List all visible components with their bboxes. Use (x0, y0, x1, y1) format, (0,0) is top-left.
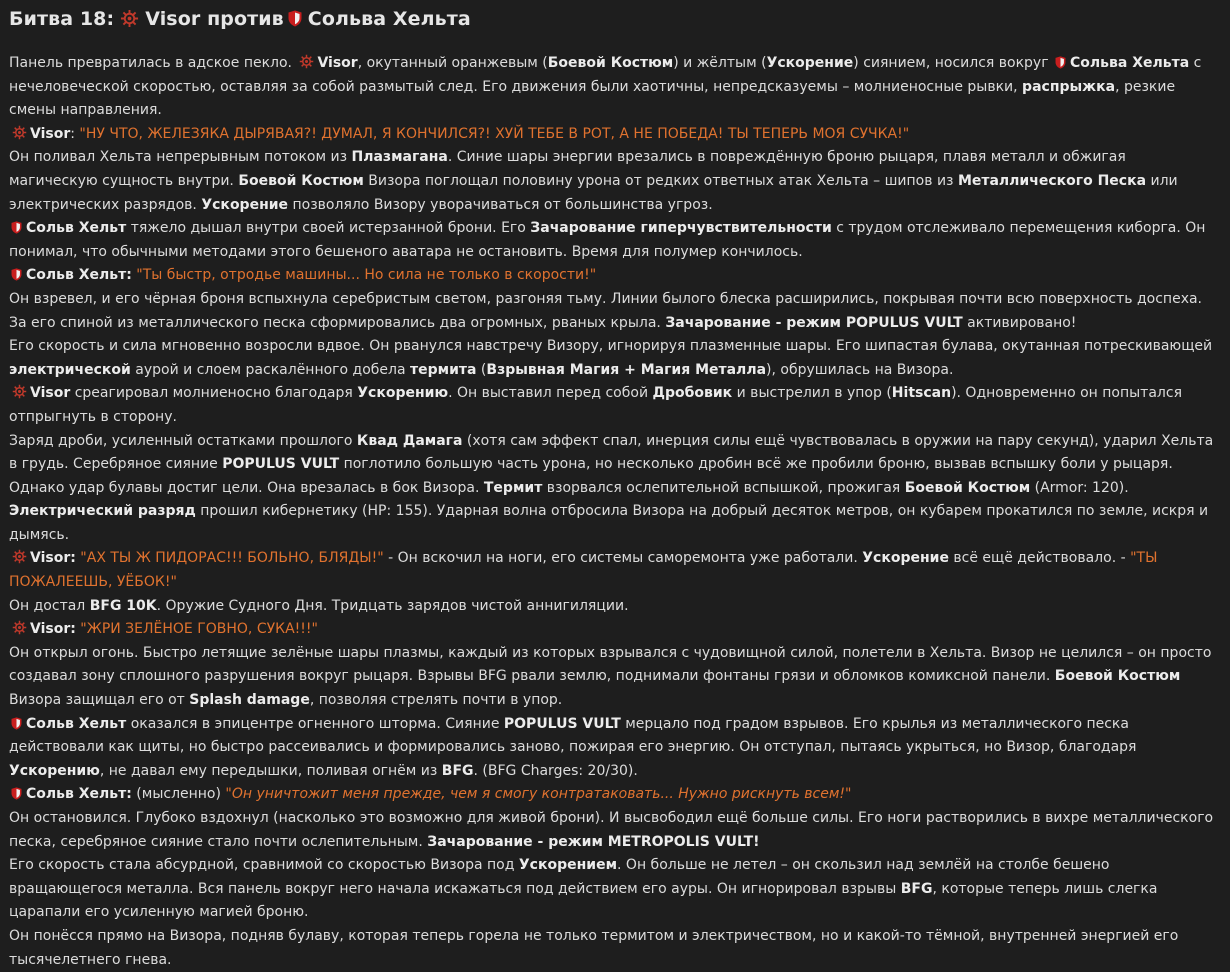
text-run: оказался в эпицентре огненного шторма. Сияние (126, 715, 504, 732)
text-run: всё ещё действовало. - (948, 550, 1131, 567)
bold-term: Металлического Песка (957, 172, 1147, 189)
bold-term: POPULUS VULT (222, 456, 340, 473)
text-run: , не давал ему передышки, поливая огнём из (99, 762, 442, 779)
bold-term: Сольв Хельт: (26, 786, 132, 803)
bold-term: Hitscan (891, 385, 952, 402)
bold-term: Дробовик (652, 385, 733, 402)
text-run: Он достал (9, 597, 90, 614)
story-paragraph (9, 547, 1218, 594)
bold-term: Зачарование - режим METROPOLIS VULT! (427, 833, 760, 850)
text-run: , резкие смены направления. (9, 78, 1176, 119)
story-paragraph (9, 382, 1218, 429)
text-run: . Оружие Судного Дня. Тридцать зарядов чистой аннигиляции. (156, 597, 629, 614)
title-fighter-1: Visor (145, 8, 201, 30)
title-fighter-2: Сольва Хельта (307, 8, 471, 30)
text-run: с нечеловеческой скоростью, оставляя за собой размытый след. Его движения были хаотичны, непредсказуемы – молниеносные рывки, (9, 55, 1202, 95)
text-run: Однако удар булавы достиг цели. Она врезалась в бок Визора. (9, 479, 484, 496)
text-run: Визора защищал его от (9, 692, 190, 709)
quote-text: "АХ ТЫ Ж ПИДОРАС!!! БОЛЬНО, БЛЯДЫ!" (80, 550, 384, 567)
bold-term: Ускорение (766, 55, 854, 71)
bold-term: Боевой Костюм (1054, 668, 1181, 685)
text-run: взорвался ослепительной вспышкой, прожигая (542, 479, 905, 496)
bold-term: Visor (30, 125, 71, 142)
text-run: Он остановился. Глубоко вздохнул (насколько это возможно для живой брони). И высвободил ещё больше силы. Его ноги растворились в вихре металлического песка, серебряное сияние стало почти ослепительным. (9, 810, 1214, 850)
text-run: тяжело дышал внутри своей истерзанной брони. Его (126, 220, 531, 237)
text-run: (хотя сам эффект спал, инерция силы ещё чувствовалась в оружии на пару секунд), ударил Хельта в грудь. Серебряное сияние (9, 432, 1214, 473)
text-run: , окутанный оранжевым ( (357, 55, 548, 71)
text-run: . Синие шары энергии врезались в повреждённую броню рыцаря, плавя металл и обжигая магическую сущность внутри. (9, 149, 1126, 189)
solva-shield-icon (288, 10, 302, 27)
title-prefix: Битва 18: (9, 8, 115, 30)
text-run: Его скорость и сила мгновенно возросли вдвое. Он рванулся навстречу Визору, игнорируя плазменные шары. Его шипастая булава, окутанная потрескивающей (9, 338, 1213, 355)
bold-term: Ускорению (9, 762, 100, 779)
story-paragraph (9, 595, 1218, 619)
bold-term: Боевой Костюм (238, 172, 364, 189)
text-run: ), обрушилась на Визора. (766, 361, 954, 378)
text-run: с трудом отслеживало перемещения киборга. Он понимал, что обычными методами этого бешеного аватара не остановить. Время для полумер кончилось. (9, 220, 1206, 260)
bold-term: Взрывная Магия + Магия Металла (486, 361, 767, 378)
story-paragraph (9, 264, 1218, 288)
text-run: и выстрелил в упор ( (732, 385, 892, 402)
bold-term: Сольв Хельт (26, 220, 127, 237)
bold-term: POPULUS VULT (503, 715, 621, 732)
bold-term: Ускорение (201, 196, 289, 213)
story-paragraph (9, 618, 1218, 642)
visor-emblem-icon (12, 549, 27, 564)
text-run: (мысленно) (131, 786, 226, 803)
bold-term: Термит (483, 479, 543, 496)
story-paragraph (9, 925, 1218, 972)
bold-term: Квад Дамага (356, 432, 463, 449)
text-run: аурой и слоем раскалённого добела (130, 361, 411, 378)
text-run: , которые теперь лишь слегка царапали его усиленную магией броню. (9, 880, 1158, 921)
story-paragraph (9, 783, 1218, 807)
bold-term: Splash damage (189, 692, 310, 709)
story-paragraph (9, 430, 1218, 477)
text-run: ) и жёлтым ( (673, 55, 767, 71)
text-run: . Он выставил перед собой (448, 385, 653, 402)
text-run: (Armor: 120). (1030, 479, 1129, 496)
bold-term: Visor (30, 385, 71, 402)
text-run: Он взревел, и его чёрная броня вспыхнула серебристым светом, разгоняя тьму. Линии былого блеска расширились, покрывая почти всю поверхность доспеха. За его спиной из металлического песка сформировались два огромных, рваных крыла. (9, 290, 1203, 331)
bold-term: Электрический разряд (9, 503, 196, 520)
text-run: , позволяя стрелять почти в упор. (309, 692, 563, 709)
quote-text: "ТЫ ПОЖАЛЕЕШЬ, УЁБОК!" (9, 550, 1158, 591)
text-run: Он открыл огонь. Быстро летящие зелёные шары плазмы, каждый из которых взрывался с чудовищной силой, полетели в Хельта. Визор не целился – он просто создавал зону сплошного разрушения вокруг рыцаря. Взрывы BFG рвали землю, поднимали фонтаны грязи и обломков комиксной панели. (9, 644, 1212, 685)
bold-term: распрыжка (1022, 78, 1116, 95)
text-run: Он поливал Хельта непрерывным потоком из (9, 149, 352, 166)
bold-term: Боевой Костюм (547, 55, 674, 71)
text-run: поглотило большую часть урона, но несколько дробин всё же пробили броню, вызвав вспышку боли у рыцаря. (339, 456, 1173, 473)
text-run: . (BFG Charges: 20/30). (473, 762, 638, 779)
story-paragraph (9, 52, 1218, 123)
bold-term: Зачарование - режим POPULUS VULT (665, 314, 963, 331)
text-run: ) сиянием, носился вокруг (853, 55, 1054, 71)
bold-term: Сольв Хельт: (26, 267, 132, 284)
story-paragraph (9, 288, 1218, 335)
bold-term: Visor: (30, 621, 76, 638)
solva-shield-icon (11, 717, 22, 730)
bold-term: термита (410, 361, 477, 378)
bold-term: Зачарование гиперчувствительности (530, 220, 832, 237)
bold-term: BFG (900, 880, 933, 897)
story-paragraph (9, 642, 1218, 713)
bold-term: Ускорением (518, 857, 618, 874)
text-run: Он понёсся прямо на Визора, подняв булаву, которая теперь горела не только термитом и электричеством, но и какой-то тёмной, внутренней энергией его тысячелетнего гнева. (9, 927, 1179, 968)
text-run: позволяло Визору уворачиваться от большинства угроз. (288, 196, 713, 213)
text-run: ( (476, 361, 487, 378)
visor-emblem-icon (12, 125, 27, 140)
solva-shield-icon (11, 221, 22, 234)
quote-text: "НУ ЧТО, ЖЕЛЕЗЯКА ДЫРЯВАЯ?! ДУМАЛ, Я КОНЧИЛСЯ?! ХУЙ ТЕБЕ В РОТ, А НЕ ПОБЕДА! ТЫ ТЕПЕРЬ МОЯ СУЧКА!" (79, 125, 910, 142)
bold-term: Сольв Хельт (26, 715, 127, 732)
bold-term: электрической (9, 361, 131, 378)
story-paragraph (9, 123, 1218, 147)
story-body (9, 52, 1218, 972)
story-paragraph (9, 217, 1218, 264)
story-paragraph (9, 477, 1218, 548)
quote-text: "ЖРИ ЗЕЛЁНОЕ ГОВНО, СУКА!!!" (80, 621, 318, 638)
bold-term: Боевой Костюм (904, 479, 1031, 496)
solva-shield-icon (11, 787, 22, 800)
story-paragraph (9, 807, 1218, 854)
text-run: . Он больше не летел – он скользил над землёй на столбе бешено вращающегося металла. Вся панель вокруг него начала искажаться под действием его ауры. Он игнорировал взрывы (9, 857, 1110, 897)
visor-emblem-icon (12, 384, 27, 399)
bold-term: Visor (317, 55, 358, 71)
text-run: Заряд дроби, усиленный остатками прошлого (9, 432, 357, 449)
text-run: Панель превратилась в адское пекло. (9, 55, 297, 71)
bold-term: BFG 10K (89, 597, 157, 614)
quote-text: "Ты быстр, отродье машины... Но сила не только в скорости!" (136, 267, 597, 284)
bold-term: Плазмагана (351, 149, 448, 166)
bold-term: BFG (441, 762, 474, 779)
solva-shield-icon (1055, 56, 1066, 69)
visor-emblem-icon (299, 54, 314, 69)
bold-term: Ускорению (357, 385, 449, 402)
title-vs: против (207, 8, 284, 30)
text-run: Визора поглощал половину урона от редких ответных атак Хельта – шипов из (363, 172, 958, 189)
text-run: активировано! (962, 314, 1077, 331)
bold-term: Visor: (30, 550, 76, 567)
battle-title (9, 5, 1218, 33)
text-run: Его скорость стала абсурдной, сравнимой со скоростью Визора под (9, 857, 519, 874)
solva-shield-icon (11, 268, 22, 281)
visor-emblem-icon (120, 9, 139, 28)
text-run: ). Одновременно он попытался отпрыгнуть в сторону. (9, 385, 1182, 425)
text-run: : (70, 125, 80, 142)
text-run: мерцало под градом взрывов. Его крылья из металлического песка действовали как щиты, но быстро рассеивались и формировались заново, пожирая его энергию. Он отступал, пытаясь укрыться, но Визор, благодаря (9, 715, 1137, 756)
text-run: - Он вскочил на ноги, его системы саморемонта уже работали. (383, 550, 863, 567)
text-run: прошил кибернетику (HP: 155). Ударная волна отбросила Визора на добрый десяток метров, он кубарем прокатился по земле, искря и дымясь. (9, 503, 1209, 543)
story-paragraph (9, 146, 1218, 217)
thought-quote-text: "Он уничтожит меня прежде, чем я смогу контратаковать... Нужно рискнуть всем!" (225, 786, 852, 803)
bold-term: Сольва Хельта (1070, 55, 1190, 71)
bold-term: Ускорение (862, 550, 949, 567)
text-run: или электрических разрядов. (9, 172, 1178, 213)
visor-emblem-icon (12, 620, 27, 635)
story-paragraph (9, 854, 1218, 925)
story-paragraph (9, 335, 1218, 382)
story-paragraph (9, 713, 1218, 784)
text-run: среагировал молниеносно благодаря (70, 385, 358, 402)
